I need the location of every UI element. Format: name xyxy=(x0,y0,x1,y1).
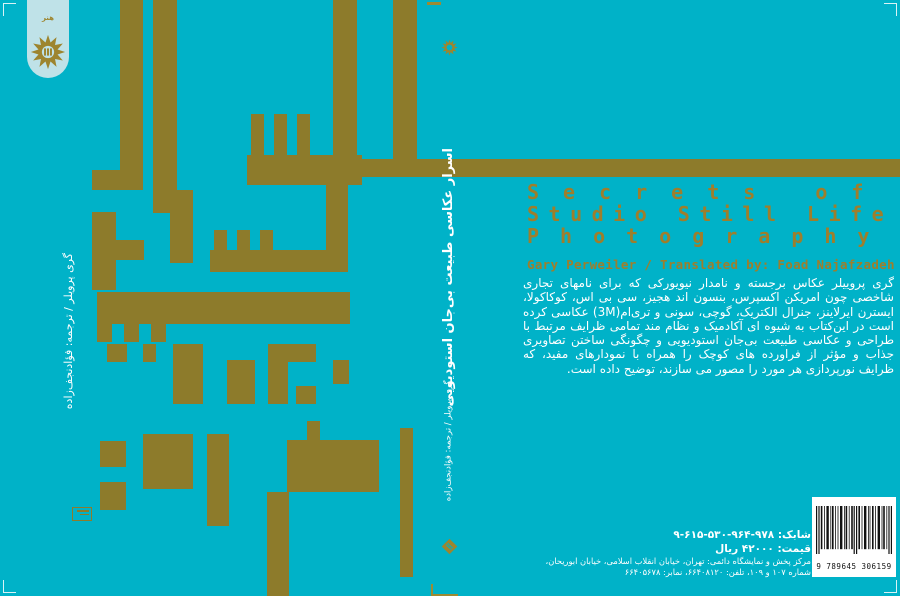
isbn-line: شابک: ۹۷۸-۹۶۴-۵۳۰-۶۱۵-۹ xyxy=(673,529,811,541)
publisher-sunburst-icon xyxy=(30,34,66,70)
front-title-line: Studio Still Life xyxy=(527,202,894,226)
front-title-line: Secrets of xyxy=(527,180,888,204)
front-title-line: Photography xyxy=(527,224,891,248)
publication-info xyxy=(540,529,811,578)
distributor-address: مرکز پخش و نمایشگاه دائمی: تهران، خیابان انقلاب اسلامی، خیابان ابوریحان، xyxy=(545,556,811,566)
spine-credit: گری پرویلر / ترجمه: فؤادنجف‌زاده xyxy=(443,380,454,502)
book-description: گری پروییلر عکاس برجسته و نامدار نیویورکی که برای نامهای تجاری شاخصی چون امریکن اکسپرس، بنسون اند هجیز، سی بی اس، کوکاکولا، ایسترن ایرلاینز، جنرال الکتریک، گوچی، سونی و تری‌ام(3M) عکاسی کرده است در این‌کتاب به شیوه ای آکادمیک و نظام مند تمامی ظرایف مرتبط با طراحی و عکاسی طبیعت بی‌جان استودیویی و چگونگی ساختن تصاویری جذاب و مؤثر از فراورده های کوچک را همراه با نمودارهای مفید، که ظرایف نورپردازی هر مورد را مصور می سازند، توضیح داده است. xyxy=(523,276,894,376)
author-translator-credit: Gary Perweiler / Translated by: Foad Najafzadeh xyxy=(527,257,895,272)
barcode-bars-icon xyxy=(816,501,892,559)
designer-stamp-icon xyxy=(72,507,92,521)
spine-title: اسرار عکاسی طبیعت بی‌جان استودیویی xyxy=(441,148,456,407)
publisher-category-label: هنر xyxy=(41,14,55,22)
barcode-number: 9 789645 306159 xyxy=(816,562,892,571)
back-cover-credit-vertical: گری پرویلر / ترجمه: فؤادنجف‌زاده xyxy=(62,253,75,410)
publisher-logo-tab xyxy=(27,0,69,78)
front-title xyxy=(527,181,893,247)
distributor-phone: شماره ۱۰۷ و ۱۰۹، تلفن: ۶۶۴۰۸۱۲۰، نمابر: ۶۶۴۰۵۶۷۸ xyxy=(624,567,811,577)
spine-flower-icon xyxy=(441,39,458,56)
barcode xyxy=(812,497,896,577)
price-line: قیمت: ۴۲۰۰۰ ریال xyxy=(715,542,811,555)
